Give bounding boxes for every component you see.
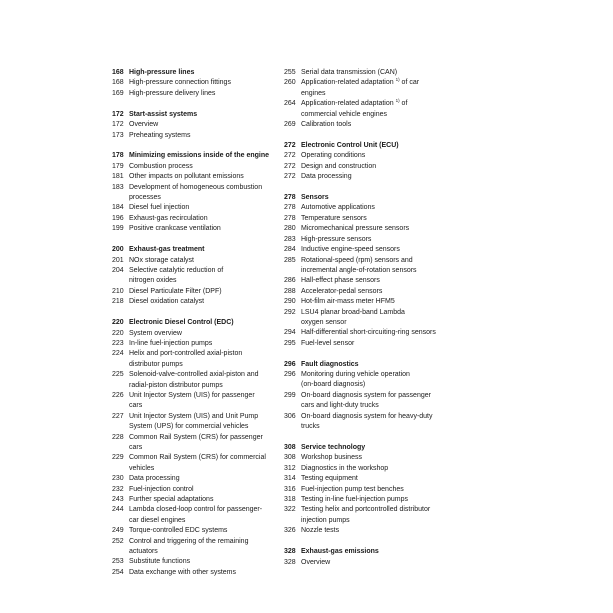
toc-entry [112, 557, 282, 567]
toc-page-number: 173 [112, 131, 124, 139]
toc-page-number: 226 [112, 391, 124, 399]
toc-page-number: 228 [112, 433, 124, 441]
toc-entry [284, 339, 459, 349]
toc-entry [112, 485, 282, 495]
toc-section-heading [284, 193, 459, 203]
toc-entry-title: NOx storage catalyst [129, 256, 194, 264]
toc-entry-continuation [284, 110, 459, 120]
toc-page-number: 286 [284, 277, 296, 285]
toc-entry-continuation [112, 276, 282, 286]
toc-entry [284, 235, 459, 245]
toc-entry-title: cars [129, 402, 143, 410]
toc-page-number: 299 [284, 391, 296, 399]
toc-entry-title: Temperature sensors [301, 214, 367, 222]
toc-entry-title: Start-assist systems [129, 110, 198, 118]
toc-page-number: 280 [284, 225, 296, 233]
toc-entry-title: nitrogen oxides [129, 277, 177, 285]
toc-page-number: 296 [284, 360, 296, 368]
toc-entry-title: Testing helix and portcontrolled distributor [301, 506, 431, 514]
toc-page-number: 316 [284, 485, 296, 493]
toc-page-number: 290 [284, 298, 296, 306]
toc-entry-title: Development of homogeneous combustion [129, 183, 263, 191]
toc-entry-continuation [284, 380, 459, 390]
toc-entry-title: Fuel-level sensor [301, 339, 355, 347]
toc-section-heading [284, 547, 459, 557]
toc-entry [284, 464, 459, 474]
toc-entry-title: Testing equipment [301, 475, 358, 483]
toc-page-number: 181 [112, 173, 124, 181]
toc-entry-continuation [284, 318, 459, 328]
toc-section [284, 547, 459, 568]
toc-page-number: 232 [112, 485, 124, 493]
toc-entry-title: Diesel fuel injection [129, 204, 190, 212]
toc-page-number: 314 [284, 475, 296, 483]
toc-entry [112, 172, 282, 182]
toc-entry [112, 537, 282, 547]
toc-entry-title: Fault diagnostics [301, 360, 359, 368]
contents-right-column [284, 68, 459, 568]
toc-entry-title: actuators [129, 548, 158, 556]
toc-page-number: 199 [112, 225, 124, 233]
toc-entry [112, 162, 282, 172]
toc-page-number: 201 [112, 256, 124, 264]
toc-page-number: 249 [112, 527, 124, 535]
toc-section-heading [112, 68, 282, 78]
toc-page-number: 284 [284, 246, 296, 254]
toc-entry-title: distributor pumps [129, 360, 183, 368]
toc-entry [284, 474, 459, 484]
toc-page-number: 278 [284, 204, 296, 212]
toc-page-number: 172 [112, 110, 124, 118]
toc-page-number: 269 [284, 121, 296, 129]
toc-entry-continuation [284, 266, 459, 276]
toc-page-number: 178 [112, 152, 124, 160]
toc-page-number: 318 [284, 496, 296, 504]
toc-entry-title: Overview [301, 558, 331, 566]
toc-entry-title: On-board diagnosis system for passenger [301, 391, 431, 399]
toc-entry-title: Further special adaptations [129, 496, 214, 504]
toc-entry [112, 495, 282, 505]
toc-entry [112, 266, 282, 276]
toc-entry [112, 183, 282, 193]
toc-entry [284, 256, 459, 266]
toc-entry-title: High-pressure sensors [301, 235, 372, 243]
toc-entry-title: Diagnostics in the workshop [301, 464, 389, 472]
toc-page-number: 172 [112, 121, 124, 129]
toc-page-number: 244 [112, 506, 124, 514]
toc-entry-title: Data processing [129, 475, 180, 483]
toc-page-number: 168 [112, 69, 124, 76]
toc-entry-title: Hall-effect phase sensors [301, 277, 380, 285]
toc-page-number: 326 [284, 527, 296, 535]
toc-entry-title: trucks [301, 423, 320, 431]
toc-page-number: 272 [284, 162, 296, 170]
toc-page-number: 252 [112, 537, 124, 545]
toc-section [284, 443, 459, 537]
toc-page-number: 218 [112, 298, 124, 306]
toc-entry-title: Combustion process [129, 162, 193, 170]
toc-entry [284, 245, 459, 255]
toc-page-number: 260 [284, 79, 296, 87]
toc-entry-title: Control and triggering of the remaining [129, 537, 249, 545]
toc-entry [284, 505, 459, 515]
toc-page-number: 168 [112, 79, 124, 87]
toc-entry-title: (on-board diagnosis) [301, 381, 366, 389]
toc-page-number: 322 [284, 506, 296, 514]
toc-entry-title: cars [129, 444, 143, 451]
toc-page-number: 179 [112, 162, 124, 170]
toc-entry [284, 495, 459, 505]
toc-page-number: 225 [112, 371, 124, 379]
toc-section [284, 141, 459, 183]
toc-entry-title: Substitute functions [129, 558, 191, 566]
toc-section-heading [284, 141, 459, 151]
contents-left-column [112, 68, 282, 578]
toc-entry-title: LSU4 planar broad-band Lambda [301, 308, 405, 316]
toc-page-number: 169 [112, 89, 124, 97]
toc-entry-title: Fuel-injection control [129, 485, 194, 493]
toc-entry [112, 391, 282, 401]
toc-entry [284, 526, 459, 536]
toc-entry-title: Helix and port-controlled axial-piston [129, 350, 243, 358]
toc-page-number: 296 [284, 371, 296, 379]
toc-page-number: 230 [112, 475, 124, 483]
toc-section-heading [112, 318, 282, 328]
toc-entry-continuation [284, 422, 459, 432]
toc-page-number: 224 [112, 350, 124, 358]
toc-section-heading [284, 443, 459, 453]
toc-entry-title: In-line fuel-injection pumps [129, 339, 213, 347]
toc-entry-title: System overview [129, 329, 182, 337]
toc-entry [112, 256, 282, 266]
toc-entry-title: injection pumps [301, 516, 350, 524]
toc-page-number: 312 [284, 464, 296, 472]
toc-entry-title: Selective catalytic reduction of [129, 267, 224, 274]
toc-page-number: 253 [112, 558, 124, 566]
toc-entry [112, 412, 282, 422]
toc-page-number: 210 [112, 287, 124, 295]
toc-entry [284, 370, 459, 380]
toc-entry [284, 120, 459, 130]
toc-entry-title: car diesel engines [129, 516, 186, 524]
toc-section [112, 151, 282, 234]
toc-entry-title: processes [129, 194, 161, 202]
toc-entry-title-part: of car [401, 79, 420, 87]
toc-entry [112, 433, 282, 443]
toc-entry [284, 412, 459, 422]
toc-entry [284, 453, 459, 463]
toc-entry-continuation [112, 401, 282, 411]
toc-entry [112, 329, 282, 339]
toc-entry [284, 78, 459, 88]
toc-page-number: 292 [284, 308, 296, 316]
toc-entry-continuation [112, 443, 282, 453]
toc-page-number: 295 [284, 339, 296, 347]
toc-entry-continuation [112, 464, 282, 474]
toc-page-number: 294 [284, 329, 296, 337]
toc-page-number: 272 [284, 173, 296, 181]
toc-entry-title: Positive crankcase ventilation [129, 225, 221, 233]
toc-entry [284, 297, 459, 307]
toc-page-number: 272 [284, 141, 296, 149]
toc-entry [112, 349, 282, 359]
toc-entry-title: Electronic Control Unit (ECU) [301, 141, 399, 149]
toc-entry-title: Automotive applications [301, 204, 375, 212]
toc-entry [112, 297, 282, 307]
toc-entry-title: Data processing [301, 173, 352, 181]
toc-entry [112, 224, 282, 234]
toc-entry [112, 89, 282, 99]
toc-page-number: 308 [284, 454, 296, 462]
toc-entry [112, 131, 282, 141]
toc-entry-title: Electronic Diesel Control (EDC) [129, 319, 234, 327]
toc-section-heading [112, 245, 282, 255]
toc-entry-title: Lambda closed-loop control for passenger- [129, 506, 263, 514]
toc-entry [112, 526, 282, 536]
toc-entry-title: Workshop business [301, 454, 362, 462]
footnote-marker: 1) [395, 77, 400, 83]
toc-entry-title: Preheating systems [129, 131, 191, 139]
toc-entry [284, 172, 459, 182]
toc-section [112, 110, 282, 141]
toc-page-number: 229 [112, 454, 124, 462]
toc-section [112, 318, 282, 578]
toc-entry [112, 568, 282, 578]
toc-entry-title: Solenoid-valve-controlled axial-piston and [129, 371, 259, 379]
toc-page-number: 255 [284, 69, 296, 76]
toc-entry-title-part: Application-related adaptation [301, 100, 394, 108]
toc-entry-title: Rotational-speed (rpm) sensors and [301, 256, 413, 264]
toc-entry [284, 485, 459, 495]
toc-page-number: 285 [284, 256, 296, 264]
toc-entry-continuation [284, 516, 459, 526]
toc-entry-title: Overview [129, 121, 159, 129]
toc-entry-title: Testing in-line fuel-injection pumps [301, 496, 408, 504]
toc-entry-continuation [112, 516, 282, 526]
toc-entry-title: Calibration tools [301, 121, 352, 129]
toc-entry-title: Exhaust-gas emissions [301, 548, 379, 556]
toc-page-number: 283 [284, 235, 296, 243]
toc-entry [284, 224, 459, 234]
toc-page-number: 278 [284, 194, 296, 202]
toc-entry [284, 308, 459, 318]
toc-page-number: 227 [112, 412, 124, 420]
toc-section [284, 68, 459, 130]
toc-entry-title: On-board diagnosis system for heavy-duty [301, 412, 433, 420]
toc-page-number: 204 [112, 267, 124, 274]
toc-section [284, 360, 459, 433]
toc-page-number: 328 [284, 558, 296, 566]
toc-entry-title: Service technology [301, 444, 366, 451]
toc-page-number: 196 [112, 214, 124, 222]
toc-entry-continuation [112, 547, 282, 557]
toc-page-number: 254 [112, 568, 124, 576]
toc-page-number: 183 [112, 183, 124, 191]
toc-entry-title: Exhaust-gas treatment [129, 246, 205, 254]
toc-page-number: 272 [284, 152, 296, 160]
toc-entry-title: High-pressure connection fittings [129, 79, 231, 87]
toc-entry-title: Hot-film air-mass meter HFM5 [301, 298, 395, 306]
toc-entry-title: Exhaust-gas recirculation [129, 214, 208, 222]
toc-entry [284, 328, 459, 338]
toc-entry-title [301, 99, 407, 109]
toc-entry-title: Nozzle tests [301, 527, 340, 535]
toc-entry-title: cars and light-duty trucks [301, 402, 379, 410]
toc-section-heading [112, 110, 282, 120]
toc-entry-title: Fuel-injection pump test benches [301, 485, 404, 493]
toc-entry-title: Torque-controlled EDC systems [129, 527, 228, 535]
toc-entry-title: Inductive engine-speed sensors [301, 246, 400, 254]
toc-entry [112, 474, 282, 484]
toc-entry [284, 99, 459, 109]
toc-entry-continuation [112, 360, 282, 370]
toc-entry-title: Operating conditions [301, 152, 366, 160]
toc-entry-title: incremental angle-of-rotation sensors [301, 266, 417, 274]
toc-entry-title: oxygen sensor [301, 318, 347, 326]
toc-entry-title: Data exchange with other systems [129, 568, 236, 576]
footnote-marker: 1) [395, 98, 400, 104]
toc-entry [284, 287, 459, 297]
toc-entry-title: Common Rail System (CRS) for passenger [129, 433, 263, 441]
toc-entry-title: High-pressure lines [129, 69, 195, 76]
toc-entry [112, 339, 282, 349]
toc-entry [284, 391, 459, 401]
toc-page-number: 220 [112, 329, 124, 337]
toc-entry-title: vehicles [129, 464, 155, 472]
toc-entry-continuation [284, 401, 459, 411]
toc-entry [112, 214, 282, 224]
toc-entry-continuation [284, 89, 459, 99]
toc-page-number: 223 [112, 339, 124, 347]
toc-entry-title: commercial vehicle engines [301, 110, 387, 118]
toc-entry [284, 558, 459, 568]
toc-entry-title-part: Application-related adaptation [301, 79, 394, 87]
toc-entry [112, 287, 282, 297]
toc-section-heading [284, 360, 459, 370]
toc-entry [112, 203, 282, 213]
toc-page-number: 278 [284, 214, 296, 222]
toc-section [284, 193, 459, 349]
toc-entry-continuation [112, 422, 282, 432]
toc-entry-continuation [112, 193, 282, 203]
toc-entry-title-part: of [401, 100, 408, 108]
toc-entry-title: Accelerator-pedal sensors [301, 287, 383, 295]
toc-page-number: 264 [284, 100, 296, 108]
toc-entry [284, 214, 459, 224]
toc-page-number: 243 [112, 496, 124, 504]
toc-section [112, 68, 282, 99]
toc-page-number: 288 [284, 287, 296, 295]
toc-entry-title: System (UPS) for commercial vehicles [129, 423, 249, 431]
toc-entry [284, 162, 459, 172]
toc-entry [112, 120, 282, 130]
toc-page-number: 200 [112, 246, 124, 254]
toc-entry-title: Unit Injector System (UIS) and Unit Pump [129, 412, 259, 420]
toc-entry-title: Minimizing emissions inside of the engine [129, 152, 270, 160]
toc-entry [112, 453, 282, 463]
toc-entry-title: Other impacts on pollutant emissions [129, 173, 244, 181]
toc-entry-title: engines [301, 89, 326, 97]
toc-entry-title: High-pressure delivery lines [129, 89, 216, 97]
toc-entry-title: radial-piston distributor pumps [129, 381, 223, 389]
toc-entry-title: Serial data transmission (CAN) [301, 69, 398, 76]
toc-page-number: 308 [284, 444, 296, 451]
toc-entry-title: Sensors [301, 194, 329, 202]
toc-page-number: 328 [284, 548, 296, 556]
toc-entry [112, 78, 282, 88]
toc-entry [112, 505, 282, 515]
toc-entry-title [301, 78, 419, 88]
toc-entry-title: Monitoring during vehicle operation [301, 371, 410, 379]
toc-page-number: 306 [284, 412, 296, 420]
toc-page-number: 220 [112, 319, 124, 327]
toc-section [112, 245, 282, 307]
toc-page-number: 184 [112, 204, 124, 212]
toc-entry-title: Common Rail System (CRS) for commercial [129, 454, 266, 462]
toc-entry-title: Diesel Particulate Filter (DPF) [129, 287, 222, 295]
toc-entry-title: Half-differential short-circuiting-ring sensors [301, 329, 436, 337]
toc-section-heading [112, 151, 282, 161]
toc-entry-title: Micromechanical pressure sensors [301, 225, 410, 233]
toc-entry-continuation [112, 381, 282, 391]
toc-entry [284, 203, 459, 213]
toc-entry-title: Design and construction [301, 162, 377, 170]
toc-entry-title: Unit Injector System (UIS) for passenger [129, 391, 255, 399]
toc-entry [284, 276, 459, 286]
toc-entry [112, 370, 282, 380]
toc-entry [284, 68, 459, 78]
toc-entry [284, 151, 459, 161]
toc-entry-title: Diesel oxidation catalyst [129, 298, 205, 306]
